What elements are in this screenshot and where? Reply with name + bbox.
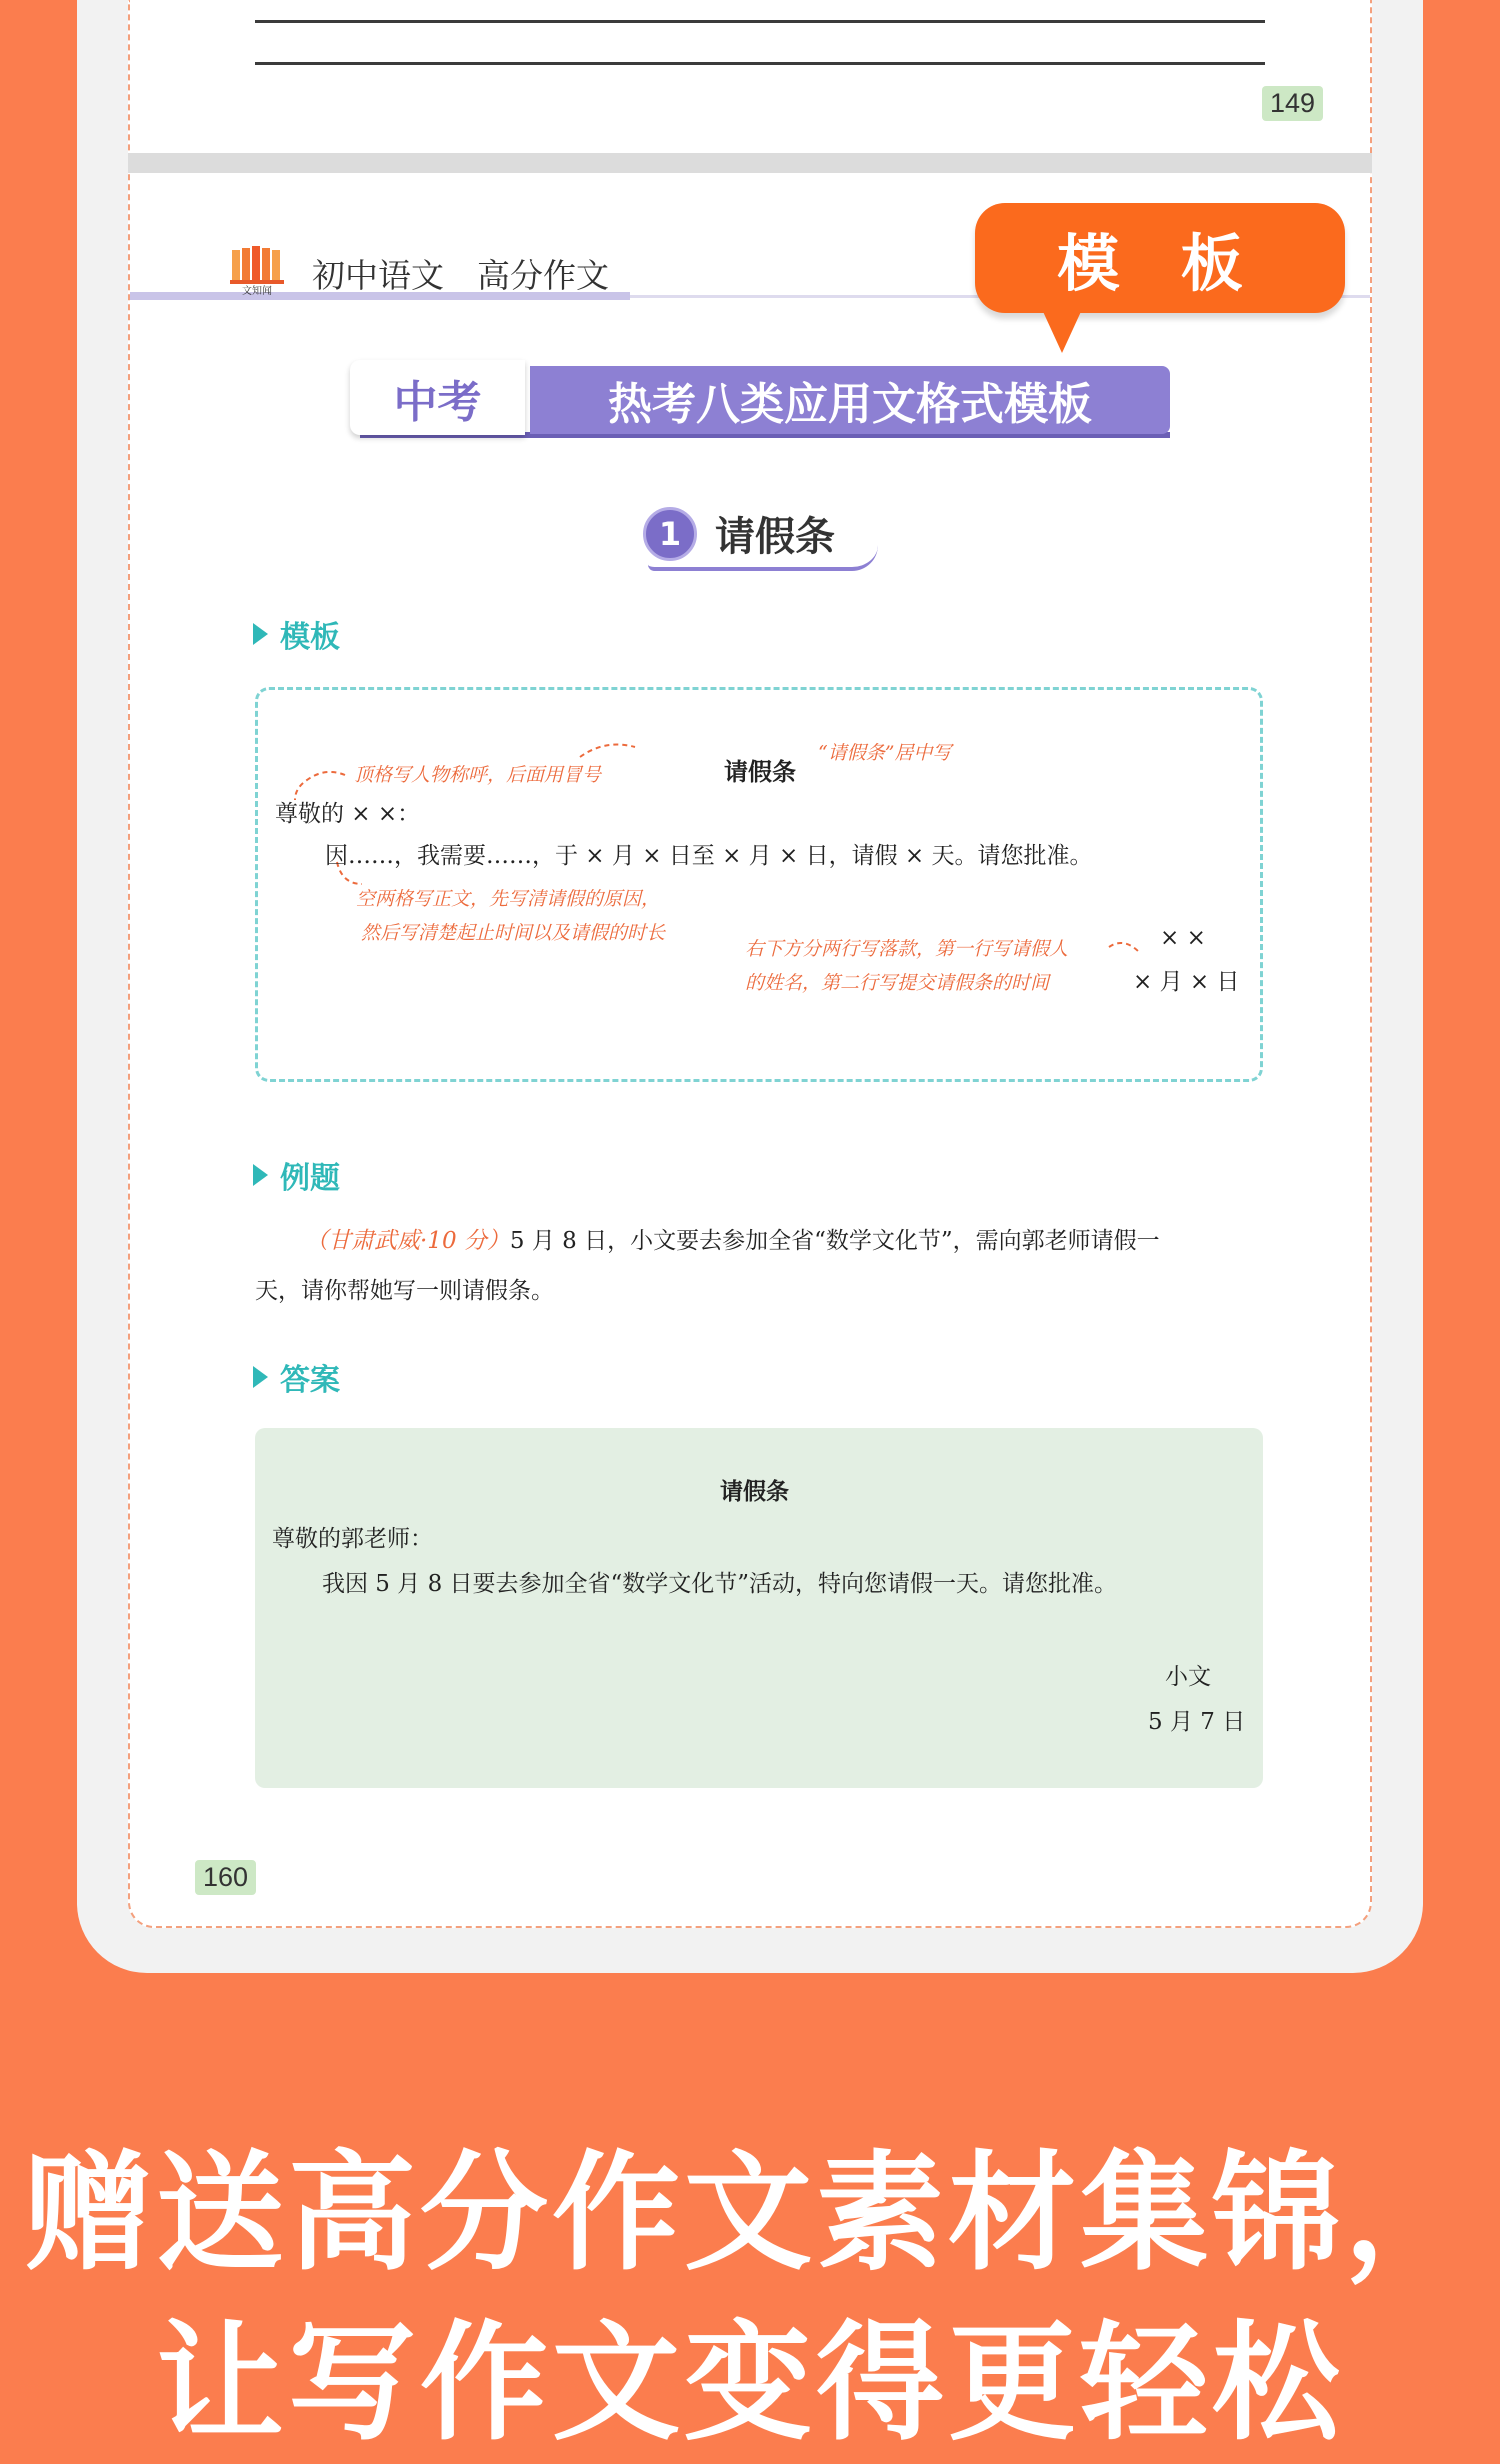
template-salutation: 尊敬的 × ×：	[275, 801, 421, 827]
section-number: 1	[643, 507, 697, 561]
template-body: 因……，我需要……，于 × 月 × 日至 × 月 × 日，请假 × 天。请您批准。	[325, 843, 1093, 869]
answer-date: 5 月 7 日	[1148, 1709, 1246, 1735]
triangle-icon	[253, 1164, 268, 1186]
answer-salutation: 尊敬的郭老师：	[272, 1526, 433, 1552]
promo-line-1: 赠送高分作文素材集锦，	[23, 2139, 1476, 2288]
example-line-2: 天，请你帮她写一则请假条。	[255, 1278, 554, 1304]
example-text-1: 5 月 8 日，小文要去参加全省“数学文化节”，需向郭老师请假一	[509, 1228, 1160, 1254]
body-note-2: 然后写清楚起止时间以及请假的时长	[361, 922, 666, 944]
template-title: 请假条	[724, 757, 796, 786]
label-text: 模板	[280, 620, 340, 655]
label-text: 例题	[280, 1161, 340, 1196]
badge-tail	[1040, 305, 1084, 353]
answer-body: 我因 5 月 8 日要去参加全省“数学文化节”活动，特向您请假一天。请您批准。	[322, 1571, 1118, 1597]
page-number: 160	[195, 1860, 256, 1895]
example-source: （甘肃武威·10 分）	[305, 1228, 510, 1254]
template-signature: × ×	[1160, 925, 1206, 951]
answer-title: 请假条	[720, 1478, 789, 1505]
body-note-1: 空两格写正文，先写清请假的原因，	[356, 888, 661, 910]
template-date: × 月 × 日	[1133, 969, 1240, 995]
promo-line-2: 让写作文变得更轻松	[155, 2309, 1344, 2458]
writing-line	[255, 62, 1265, 65]
label-template	[253, 612, 340, 656]
banner-title: 热考八类应用文格式模板	[530, 366, 1170, 434]
template-title-note: “请假条”居中写	[818, 742, 952, 764]
section-name: 请假条	[715, 514, 835, 560]
salutation-note: 顶格写人物称呼，后面用冒号	[354, 764, 602, 786]
sign-note-1: 右下方分两行写落款，第一行写请假人	[745, 938, 1069, 960]
label-example	[253, 1153, 340, 1197]
page-number-top: 149	[1262, 86, 1323, 121]
svg-text:文知闻: 文知闻	[242, 286, 272, 296]
template-badge: 模 板	[975, 203, 1345, 313]
sign-note-2: 的姓名，第二行写提交请假条的时间	[745, 972, 1050, 994]
book-logo-icon	[230, 246, 290, 296]
label-answer	[253, 1355, 340, 1399]
banner-tag: 中考	[350, 360, 525, 435]
writing-line	[255, 20, 1265, 23]
triangle-icon	[253, 1366, 268, 1388]
triangle-icon	[253, 623, 268, 645]
answer-signature: 小文	[1165, 1664, 1211, 1690]
section-underline	[648, 545, 878, 571]
label-text: 答案	[280, 1363, 340, 1398]
page-divider	[128, 153, 1372, 173]
title-banner	[350, 360, 1172, 435]
book-title: 初中语文 高分作文	[312, 256, 609, 295]
example-line-1	[305, 1222, 1160, 1255]
